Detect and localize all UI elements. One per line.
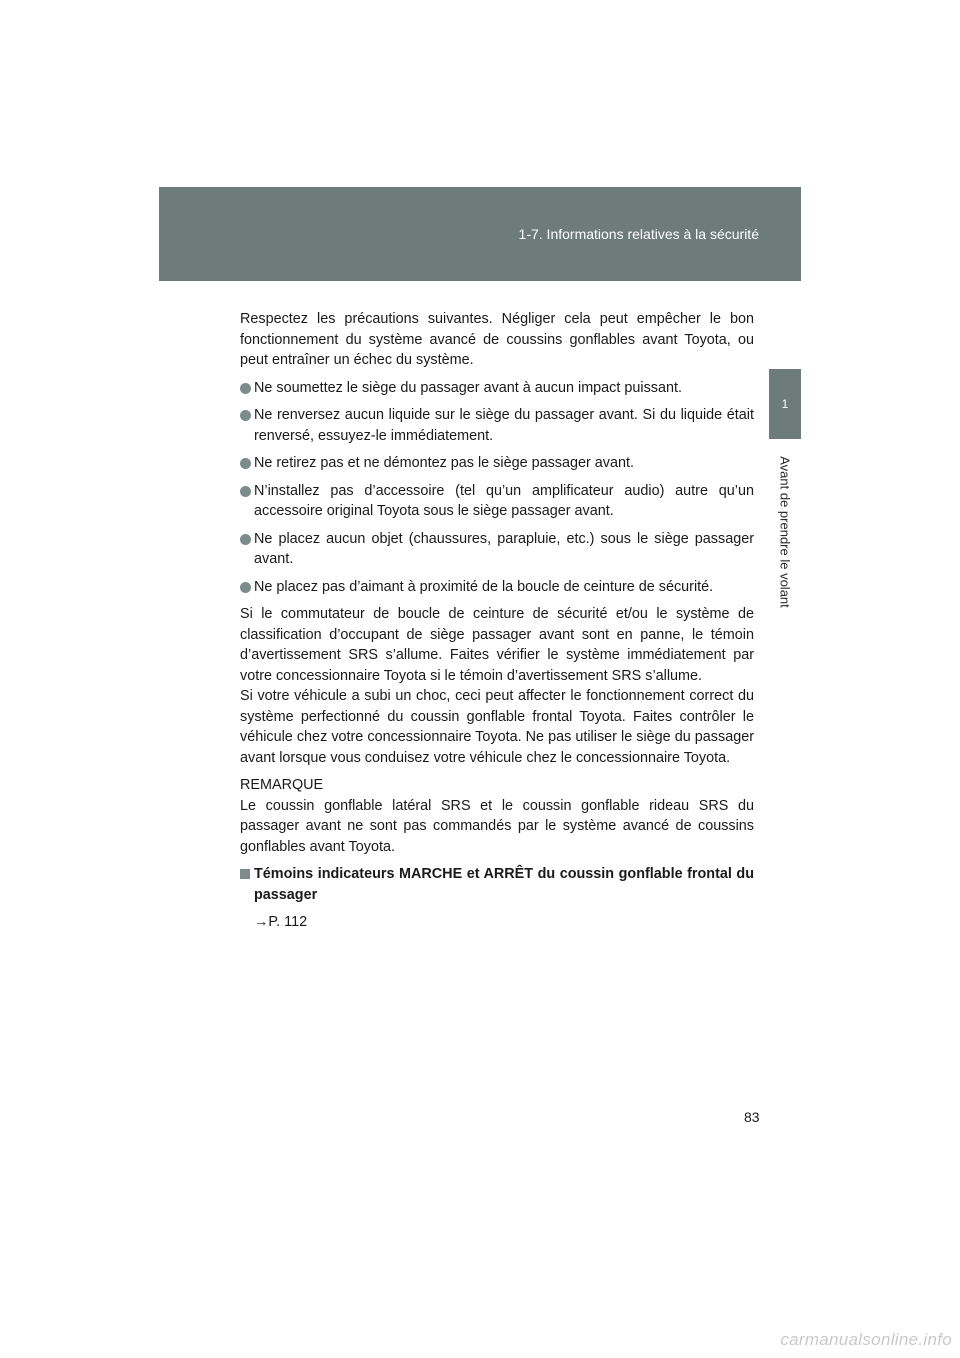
page-number: 83 xyxy=(744,1109,760,1125)
section-heading-text: Témoins indicateurs MARCHE et ARRÊT du coussin gonflable frontal du passager xyxy=(254,866,754,903)
bullet-dot-icon xyxy=(240,458,251,469)
chapter-side-label: Avant de prendre le volant xyxy=(777,456,793,608)
bullet-text: Ne retirez pas et ne démontez pas le siège passager avant. xyxy=(254,455,634,471)
srs-warning-paragraph: Si le commutateur de boucle de ceinture de sécurité et/ou le système de classification d’occupant de siège passager avant sont en panne, le témoin d’avertissement SRS s’allume. Faites vérifier le système immédiatement par votre concessionnaire Toyota si le témoin d’avertissement SRS s’allume. xyxy=(240,606,754,684)
bullet-text: N’installez pas d’accessoire (tel qu’un amplificateur audio) autre qu’un accessoire original Toyota sous le siège passager avant. xyxy=(254,482,754,519)
section-title: 1-7. Informations relatives à la sécurité xyxy=(518,226,759,242)
bullet-dot-icon xyxy=(240,534,251,545)
bullet-text: Ne placez pas d’aimant à proximité de la boucle de ceinture de sécurité. xyxy=(254,578,714,595)
bullet-text: Ne placez aucun objet (chaussures, parapluie, etc.) sous le siège passager avant. xyxy=(254,530,754,567)
bullet-text: Ne renversez aucun liquide sur le siège du passager avant. Si du liquide était renversé, essuyez-le immédiatement. xyxy=(254,407,754,444)
bullet-item xyxy=(240,481,754,522)
square-bullet-icon xyxy=(240,869,250,879)
remarque-text: Le coussin gonflable latéral SRS et le coussin gonflable rideau SRS du passager avant ne sont pas commandés par le système avancé de coussins gonflables avant Toyota. xyxy=(240,797,754,855)
bullet-item xyxy=(240,453,754,474)
bullet-item xyxy=(240,529,754,570)
chapter-tab xyxy=(769,369,801,439)
page-reference-link[interactable]: →P. 112 xyxy=(254,914,308,930)
section-heading xyxy=(240,864,754,905)
bullet-item xyxy=(240,405,754,446)
bullet-dot-icon xyxy=(240,486,251,497)
bullet-dot-icon xyxy=(240,383,251,394)
bullet-item xyxy=(240,378,754,399)
watermark: carmanualsonline.info xyxy=(780,1330,952,1349)
impact-paragraph: Si votre véhicule a subi un choc, ceci peut affecter le fonctionnement correct du système perfectionné du coussin gonflable frontal Toyota. Faites contrôler le véhicule chez votre concessionnaire Toyota. Ne pas utiliser le siège du passager avant lorsque vous conduisez votre véhicule chez le concessionnaire Toyota. xyxy=(240,688,754,766)
bullet-item xyxy=(240,577,754,598)
chapter-tab-number: 1 xyxy=(781,397,789,411)
bullet-dot-icon xyxy=(240,582,251,593)
bullet-text: Ne soumettez le siège du passager avant à aucun impact puissant. xyxy=(254,379,682,396)
main-content xyxy=(240,309,754,940)
bullet-dot-icon xyxy=(240,410,251,421)
remarque-label: REMARQUE xyxy=(240,777,324,793)
intro-paragraph: Respectez les précautions suivantes. Négliger cela peut empêcher le bon fonctionnement du système avancé de coussins gonflables avant Toyota, ou peut entraîner un échec du système. xyxy=(240,311,754,368)
chapter-header-band xyxy=(159,187,801,281)
